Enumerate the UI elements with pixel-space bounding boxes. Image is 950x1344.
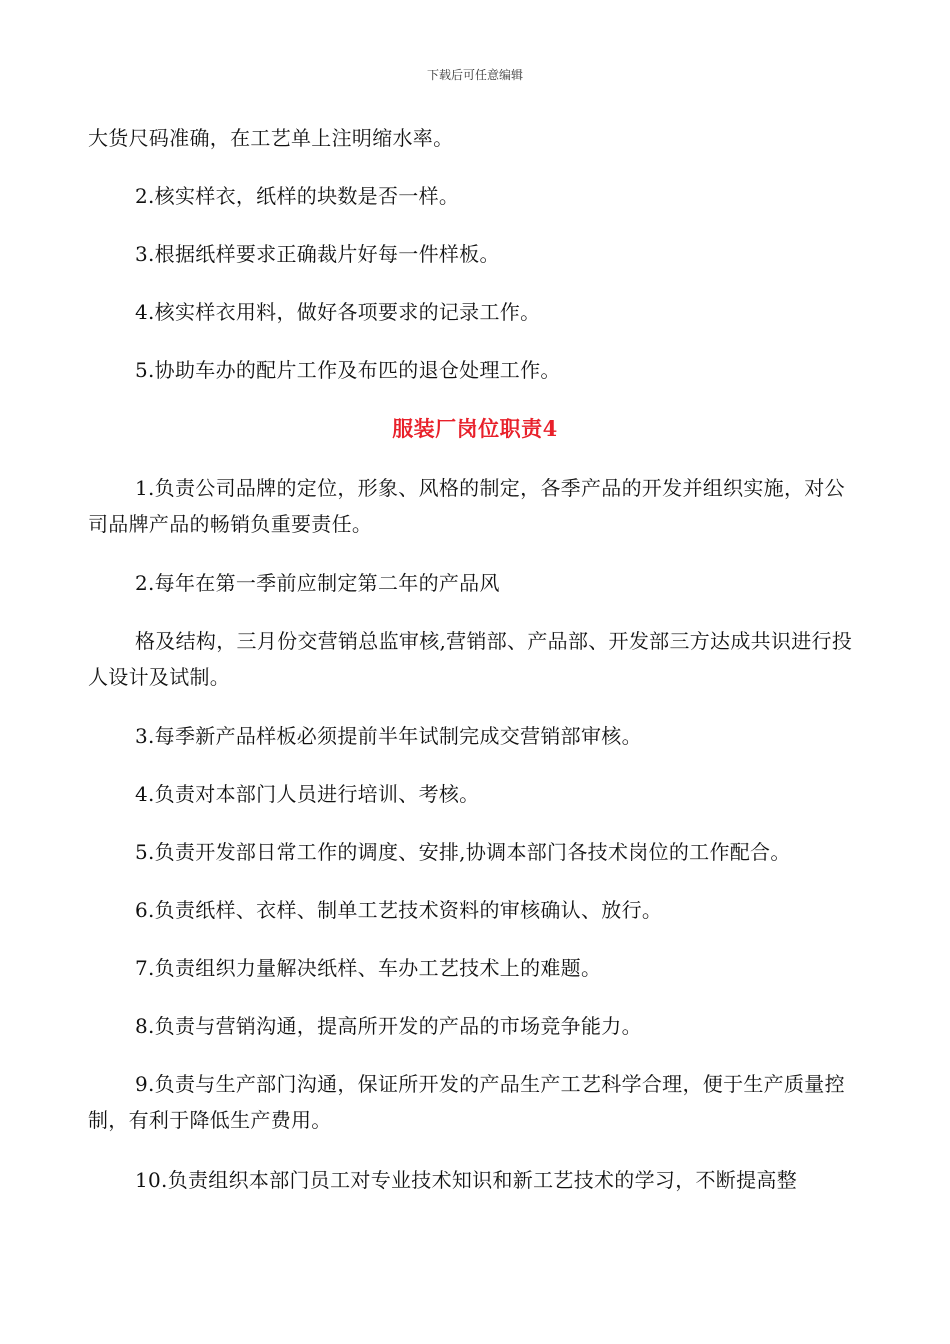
list-item-2: 2.核实样衣，纸样的块数是否一样。 [135,184,460,208]
list-item-4: 4.核实样衣用料，做好各项要求的记录工作。 [135,300,541,324]
duty-item-9: 9.负责与生产部门沟通，保证所开发的产品生产工艺科学合理，便于生产质量控制，有利于降低生产费用。 [88,1072,845,1132]
duty-item-10: 10.负责组织本部门员工对专业技术知识和新工艺技术的学习，不断提高整 [135,1168,798,1192]
duty-item-8: 8.负责与营销沟通，提高所开发的产品的市场竞争能力。 [135,1014,642,1038]
duty-item-1: 1.负责公司品牌的定位，形象、风格的制定，各季产品的开发并组织实施，对公司品牌产品的畅销负重要责任。 [88,476,845,536]
duty-item-2: 2.每年在第一季前应制定第二年的产品风 [135,571,500,595]
duty-item-5: 5.负责开发部日常工作的调度、安排,协调本部门各技术岗位的工作配合。 [135,840,791,864]
paragraph-continuation: 大货尺码准确，在工艺单上注明缩水率。 [88,126,454,150]
section-heading: 服装厂岗位职责4 [392,416,558,441]
page-header-note: 下载后可任意编辑 [426,68,523,82]
duty-item-3: 3.每季新产品样板必须提前半年试制完成交营销部审核。 [135,724,642,748]
duty-item-2-continued: 格及结构，三月份交营销总监审核,营销部、产品部、开发部三方达成共识进行投人设计及试制。 [88,629,853,689]
duty-item-6: 6.负责纸样、衣样、制单工艺技术资料的审核确认、放行。 [135,898,663,922]
duty-item-4: 4.负责对本部门人员进行培训、考核。 [135,782,480,806]
duty-item-7: 7.负责组织力量解决纸样、车办工艺技术上的难题。 [135,956,602,980]
list-item-5: 5.协助车办的配片工作及布匹的退仓处理工作。 [135,358,561,382]
list-item-3: 3.根据纸样要求正确裁片好每一件样板。 [135,242,500,266]
